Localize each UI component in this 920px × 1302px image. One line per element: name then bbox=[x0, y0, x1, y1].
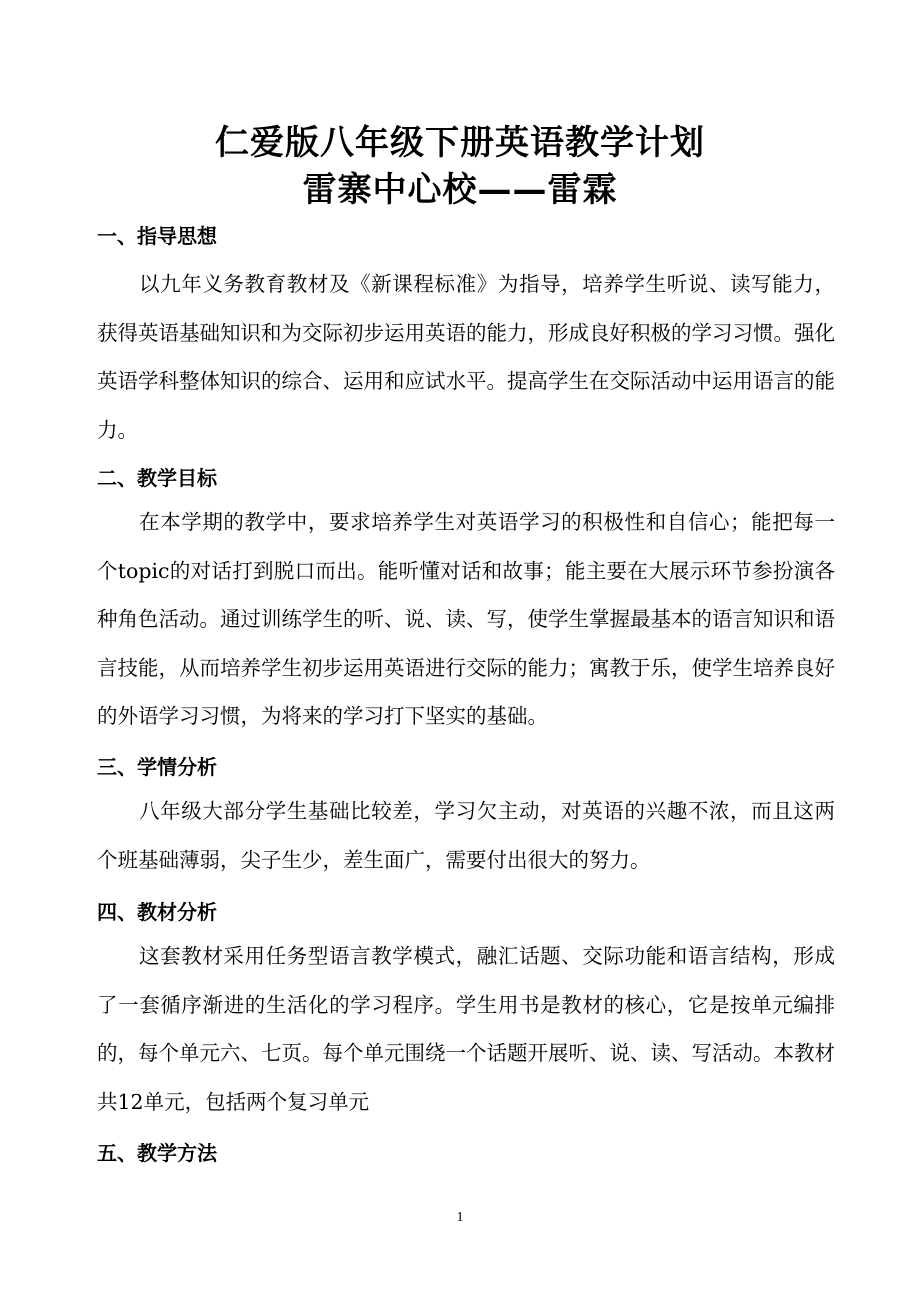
section-paragraph-3: 八年级大部分学生基础比较差，学习欠主动，对英语的兴趣不浓，而且这两个班基础薄弱，尖子生少，差生面广，需要付出很大的努力。 bbox=[97, 799, 835, 872]
page-title: 仁爱版八年级下册英语教学计划 bbox=[215, 123, 705, 163]
section-paragraph-1: 以九年义务教育教材及《新课程标准》为指导，培养学生听说、读写能力，获得英语基础知识和为交际初步运用英语的能力，形成良好积极的学习习惯。强化英语学科整体知识的综合、运用和应试水平。提高学生在交际活动中运用语言的能力。 bbox=[97, 272, 835, 442]
page-number: 1 bbox=[456, 1210, 464, 1225]
section-heading-5: 五、教学方法 bbox=[97, 1141, 217, 1165]
section-heading-3: 三、学情分析 bbox=[97, 755, 217, 779]
section-heading-4: 四、教材分析 bbox=[97, 900, 217, 924]
section-heading-2: 二、教学目标 bbox=[97, 466, 217, 490]
section-paragraph-4: 这套教材采用任务型语言教学模式，融汇话题、交际功能和语言结构，形成了一套循序渐进的生活化的学习程序。学生用书是教材的核心，它是按单元编排的，每个单元六、七页。每个单元围绕一个话题开展听、说、读、写活动。本教材共12单元，包括两个复习单元 bbox=[97, 944, 835, 1114]
page-subtitle: 雷寨中心校——雷霖 bbox=[302, 170, 618, 210]
section-paragraph-2: 在本学期的教学中，要求培养学生对英语学习的积极性和自信心；能把每一个topic的对话打到脱口而出。能听懂对话和故事；能主要在大展示环节参扮演各种角色活动。通过训练学生的听、说、读、写，使学生掌握最基本的语言知识和语言技能，从而培养学生初步运用英语进行交际的能力；寓教于乐，使学生培养良好的外语学习习惯，为将来的学习打下坚实的基础。 bbox=[97, 510, 835, 728]
section-heading-1: 一、指导思想 bbox=[97, 224, 217, 248]
